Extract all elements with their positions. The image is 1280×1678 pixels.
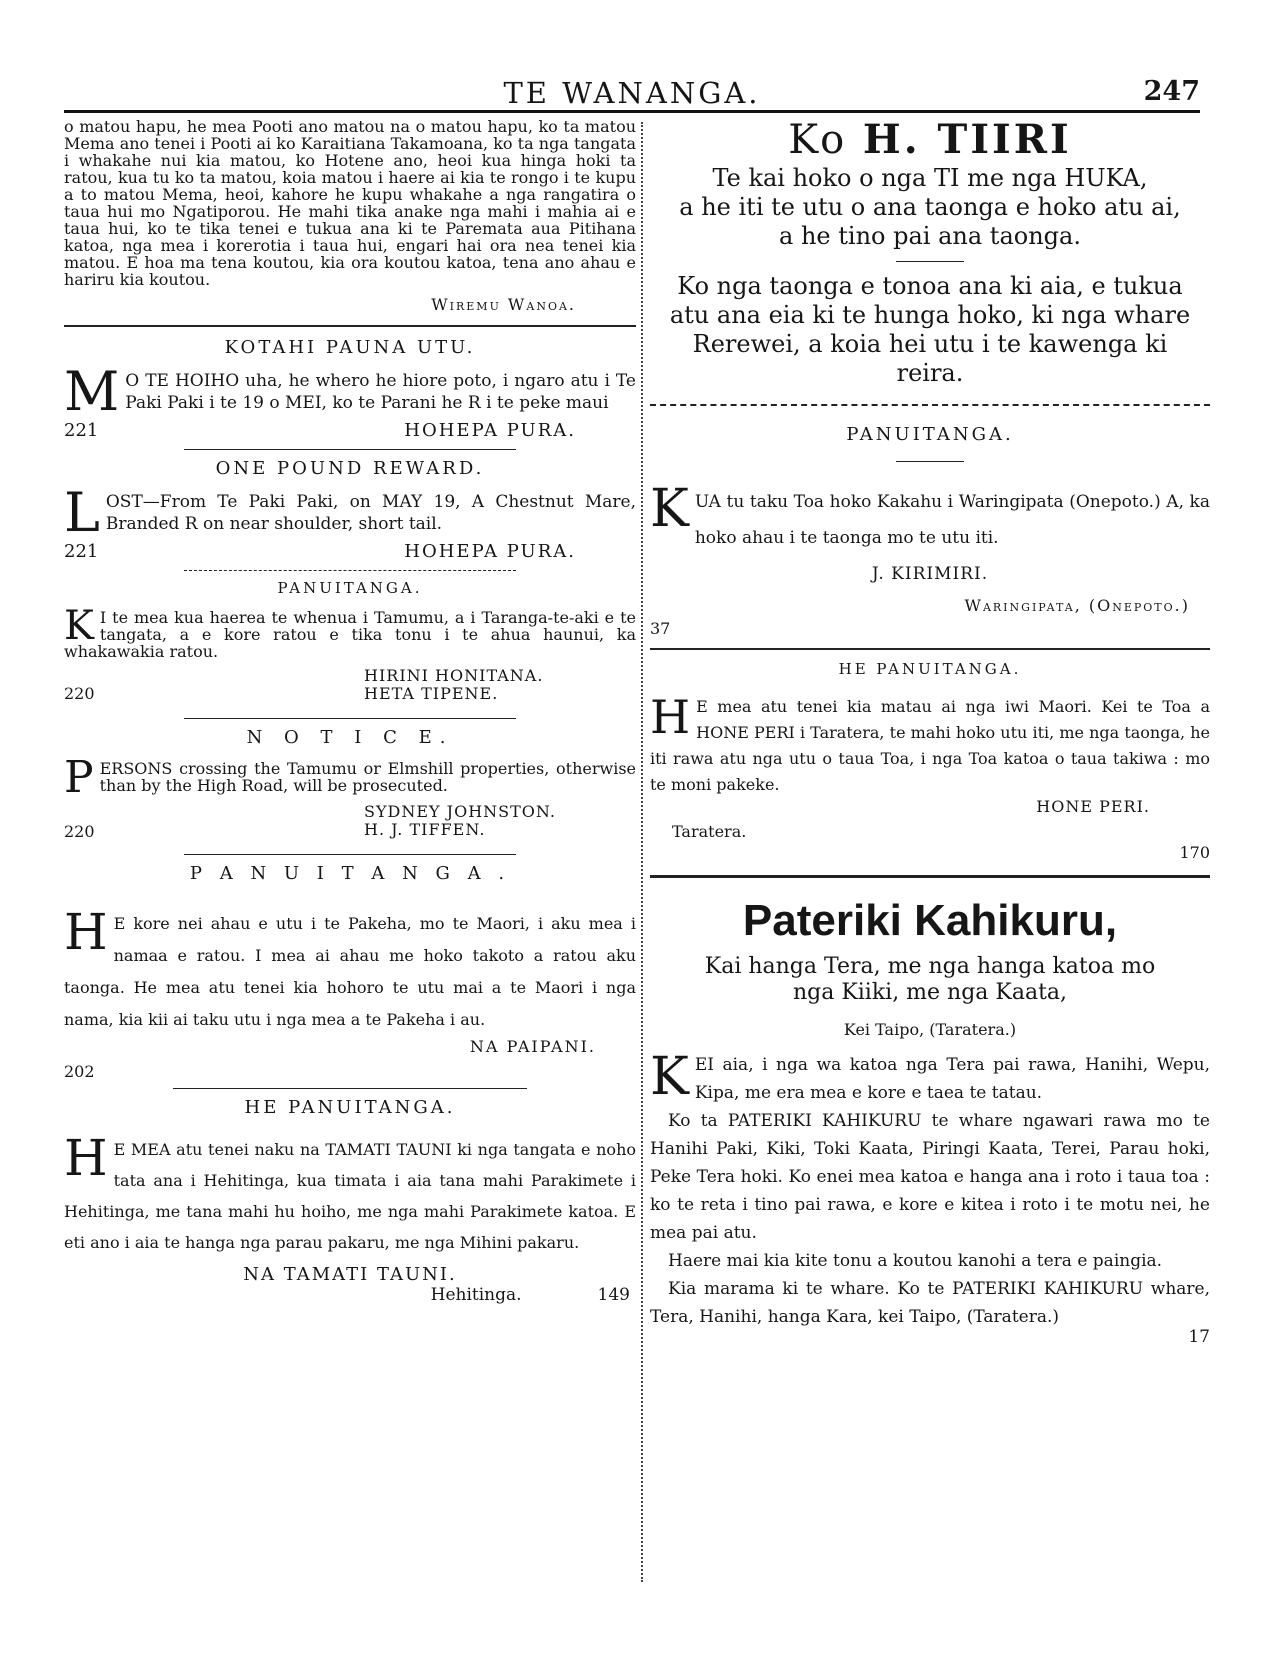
section-rule [184,449,516,450]
section-rule [896,261,963,262]
letter-signature: Wiremu Wanoa. [431,295,576,314]
ad-trespass-english [64,727,636,846]
ad-subtitle: Kai hanga Tera, me nga hanga katoa mo [704,954,1156,979]
ad-signer: H. J. TIFFEN. [364,820,486,839]
newspaper-title: TE WANANGA. [503,76,761,110]
ad-heading: ONE POUND REWARD. [215,458,485,479]
drop-cap: K [64,603,94,649]
ad-heading: P A N U I T A N G A . [189,863,511,884]
ad-number: 37 [650,619,671,638]
ad-text: UA tu taku Toa hoko Kakahu i Waringipata (Onepoto.) A, ka hoko ahau i te taonga mo te utu iti. [694,492,1210,548]
ad-tiiri [650,118,1210,388]
ad-trespass-maori [64,579,636,710]
ad-heading: HE PANUITANGA. [838,660,1022,678]
letter-text: o matou hapu, he mea Pooti ano matou na o matou hapu, ko ta matou Mema ano tenei i Pooti ai ko Karaitiana Takamoana, ko ta nga tangata i whakahe nui kia matou, ko Hotene ano, heoi kua hinga hoki ta ratou, kua tu ko ta matou, koia matou i haere ai kia te rongo i te kupu a to matou Mema, heoi, kahore he kupu whakahe a nga rangatira o taua hui mo Ngatiporou. He mahi tika anake nga mahi i mahia ai e taua hui, ko te tika tenei e tukua ana ki te Paremata aua Pitihana katoa, nga mea i korerotia i taua hui, engari hai ora nea tenei kia matou. E hoa ma tena koutou, kia ora koutou katoa, tena ano ahau e hariru kia koutou. [64,117,636,289]
section-rule [650,875,1210,878]
ad-signer: HETA TIPENE. [364,684,499,703]
ad-heading: PANUITANGA. [277,579,423,597]
right-column [650,118,1210,1347]
section-rule [184,570,516,571]
ad-text: OST—From Te Paki Paki, on MAY 19, A Chestnut Mare, Branded R on near shoulder, short tail. [105,492,636,534]
page-header [64,74,1200,113]
ad-lost-horse-maori [64,337,636,441]
ad-title: Pateriki Kahikuru, [742,896,1118,945]
ad-number: 221 [64,541,99,562]
ad-heading: N O T I C E. [246,727,454,748]
ad-signer: HOHEPA PURA. [404,541,576,562]
drop-cap: K [650,1047,689,1107]
ad-place: Hehitinga. [430,1285,522,1305]
ad-signer: HOHEPA PURA. [404,420,576,441]
drop-cap: L [64,481,100,544]
ad-number: 220 [64,822,95,841]
drop-cap: P [64,752,94,803]
ad-title-prefix: Ko [788,117,848,163]
section-rule [184,718,516,719]
section-rule [64,325,636,327]
ad-peri [650,660,1210,861]
ad-text: E kore nei ahau e utu i te Pakeha, mo te Maori, i aku mea i namaa e ratou. I mea ai ahau me hoko takoto a ratou aku taonga. He mea atu tenei kia hohoro te utu mai a te Maori i nga nama, kia kii ai taku utu i nga mea a te Pakeha i au. [64,914,636,1029]
ad-heading: KOTAHI PAUNA UTU. [224,337,476,358]
ad-text: ERSONS crossing the Tamumu or Elmshill properties, otherwise than by the High Road, will be prosecuted. [99,759,636,795]
ad-heading: PANUITANGA. [846,424,1014,445]
ad-number: 17 [1188,1327,1210,1347]
ad-number: 220 [64,684,95,703]
ad-tagline: Te kai hoko o nga TI me nga HUKA, [712,164,1148,192]
drop-cap: H [650,690,691,744]
ad-subtitle: nga Kiiki, me nga Kaata, [792,980,1068,1005]
column-divider [641,122,643,1582]
section-rule [184,854,516,855]
drop-cap: K [650,479,689,539]
ad-text: I te mea kua haerea te whenua i Tamumu, a i Taranga-te-aki e te tangata, a e kore ratou e tika tonu i te ahua haunui, ka whakawakia ratou. [64,608,636,661]
left-column [64,118,636,1305]
ad-location: Kei Taipo, (Taratera.) [843,1020,1017,1039]
ad-text: E MEA atu tenei naku na TAMATI TAUNI ki nga tangata e noho tata ana i Hehitinga, kua timata i aia tana mahi Parakimete i Hehitinga, me tana mahi hu hoiho, me nga mahi Parakimete katoa. E eti ano i aia te hanga nga parau pakaru, me nga Mihini pakaru. [64,1140,636,1252]
drop-cap: M [64,360,120,423]
ad-text: E mea atu tenei kia matau ai nga iwi Maori. Kei te Toa a HONE PERI i Taratera, te mahi hoko utu iti, me nga taonga, he iti rawa atu nga utu o taua Toa, i nga Toa katoa o taua takiwa : mo te moni pakeke. [650,697,1210,794]
ad-signer: SYDNEY JOHNSTON. [364,802,556,821]
ad-number: 202 [64,1062,95,1081]
ad-signer: NA TAMATI TAUNI. [243,1264,457,1285]
section-rule [896,461,963,462]
section-rule [650,648,1210,650]
ad-debts-notice [64,863,636,1080]
ad-signer: HONE PERI. [1036,797,1150,816]
ad-signer: NA PAIPANI. [469,1037,596,1056]
page-number: 247 [1143,76,1200,107]
ad-number: 170 [1179,843,1210,862]
ad-title: H. TIIRI [862,116,1072,163]
ad-text: EI aia, i nga wa katoa nga Tera pai rawa, Hanihi, Wepu, Kipa, me era mea e kore e taea te tatau. [694,1055,1210,1103]
drop-cap: H [64,1129,108,1187]
ad-number: 221 [64,420,99,441]
ad-kahikuru [650,894,1210,1347]
ad-signer: J. KIRIMIRI. [871,564,989,584]
ad-number: 149 [597,1285,630,1305]
ad-kirimiri [650,416,1210,638]
ad-text: Kia marama ki te whare. Ko te PATERIKI KAHIKURU whare, Tera, Hanihi, hanga Kara, kei Taipo, (Taratera.) [650,1279,1210,1327]
ad-lost-horse-english [64,458,636,562]
ad-text: Haere mai kia kite tonu a koutou kanohi a tera e paingia. [668,1251,1163,1271]
ad-text: Ko ta PATERIKI KAHIKURU te whare ngawari rawa mo te Hanihi Paki, Kiki, Toki Kaata, Piringi Kaata, Terei, Parau hoki, Peke Tera hoki. Ko enei mea katoa e hanga ana i roto i taua toa : ko te reta i tino pai rawa, e kore e kitea i roto i te motu nei, he mea pai atu. [650,1111,1210,1243]
ad-tagline: a he iti te utu o ana taonga e hoko atu ai, [679,193,1181,221]
section-rule [650,404,1210,406]
ad-place: Waringipata, (Onepoto.) [964,596,1190,615]
section-rule [173,1088,528,1089]
ad-heading: HE PANUITANGA. [244,1097,456,1118]
drop-cap: H [64,903,108,961]
ad-signer: HIRINI HONITANA. [364,666,544,685]
ad-tagline: a he tino pai ana taonga. [779,222,1081,250]
ad-blacksmith [64,1097,636,1305]
ad-place: Taratera. [672,822,747,841]
ad-text: O TE HOIHO uha, he whero he hiore poto, i ngaro atu i Te Paki Paki i te 19 o MEI, ko te Parani he R i te peke maui [125,371,636,413]
ad-paragraph: Ko nga taonga e tonoa ana ki aia, e tukua atu ana eia ki te hunga hoko, ki nga whare Rerewei, a koia hei utu i te kawenga ki reira. [669,272,1191,387]
